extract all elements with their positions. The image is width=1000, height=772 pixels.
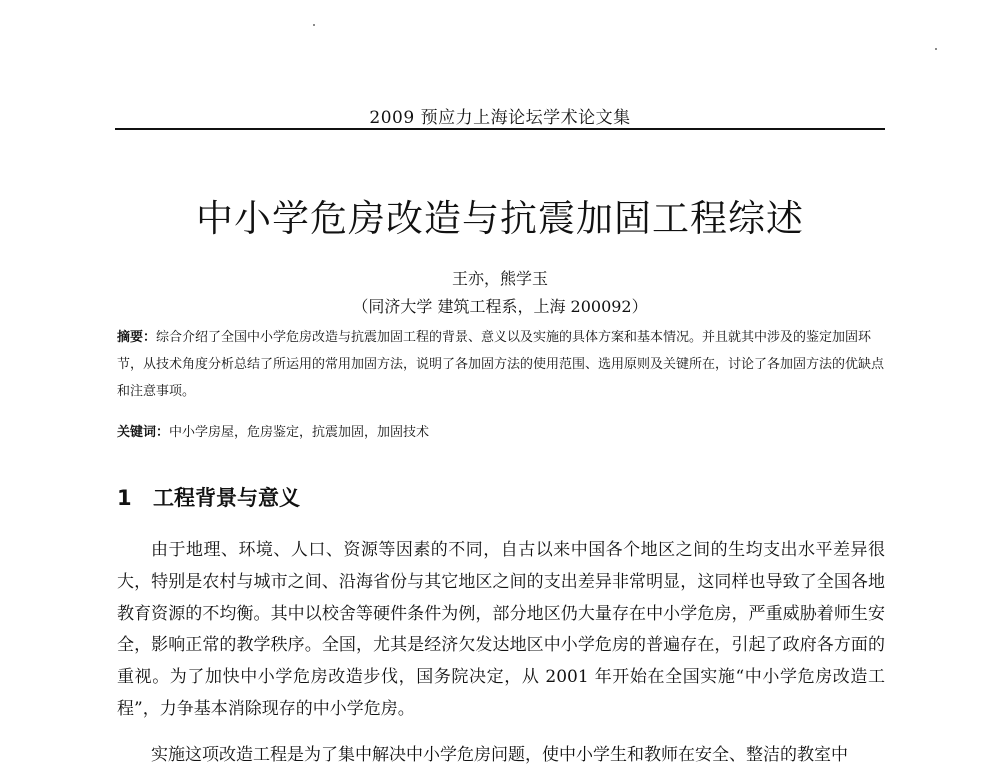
body-paragraph: 由于地理、环境、人口、资源等因素的不同，自古以来中国各个地区之间的生均支出水平差异很大，特别是农村与城市之间、沿海省份与其它地区之间的支出差异非常明显，这同样也导致了全国各地教育资源的不均衡。其中以校舍等硬件条件为例，部分地区仍大量存在中小学危房，严重威胁着师生安全，影响正常的教学秩序。全国，尤其是经济欠发达地区中小学危房的普遍存在，引起了政府各方面的重视。为了加快中小学危房改造步伐，国务院决定，从 2001 年开始在全国实施“中小学危房改造工程”，力争基本消除现存的中小学危房。 <box>117 540 885 719</box>
header-rule <box>115 128 885 130</box>
section-number: 1 <box>117 486 132 510</box>
paper-authors: 王亦，熊学玉 <box>451 269 548 288</box>
section-title: 工程背景与意义 <box>153 486 300 510</box>
keywords-text: 中小学房屋，危房鉴定，抗震加固，加固技术 <box>169 425 430 440</box>
scan-speck <box>935 48 937 50</box>
abstract-label: 摘要： <box>117 330 157 345</box>
running-head: 2009 预应力上海论坛学术论文集 <box>369 108 631 128</box>
section-heading <box>117 482 300 512</box>
paper-affiliation: （同济大学 建筑工程系，上海 200092） <box>352 297 648 316</box>
keywords <box>117 422 885 444</box>
abstract-text: 综合介绍了全国中小学危房改造与抗震加固工程的背景、意义以及实施的具体方案和基本情况。并且就其中涉及的鉴定加固环节，从技术角度分析总结了所运用的常用加固方法，说明了各加固方法的使用范围、选用原则及关键所在，讨论了各加固方法的优缺点和注意事项。 <box>117 330 885 399</box>
scan-speck <box>313 24 315 26</box>
paper-title: 中小学危房改造与抗震加固工程综述 <box>196 197 804 240</box>
keywords-label: 关键词： <box>117 425 170 440</box>
abstract <box>117 324 885 405</box>
body-paragraph-partial: 实施这项改造工程是为了集中解决中小学危房问题，使中小学生和教师在安全、整洁的教室中 <box>151 745 848 765</box>
